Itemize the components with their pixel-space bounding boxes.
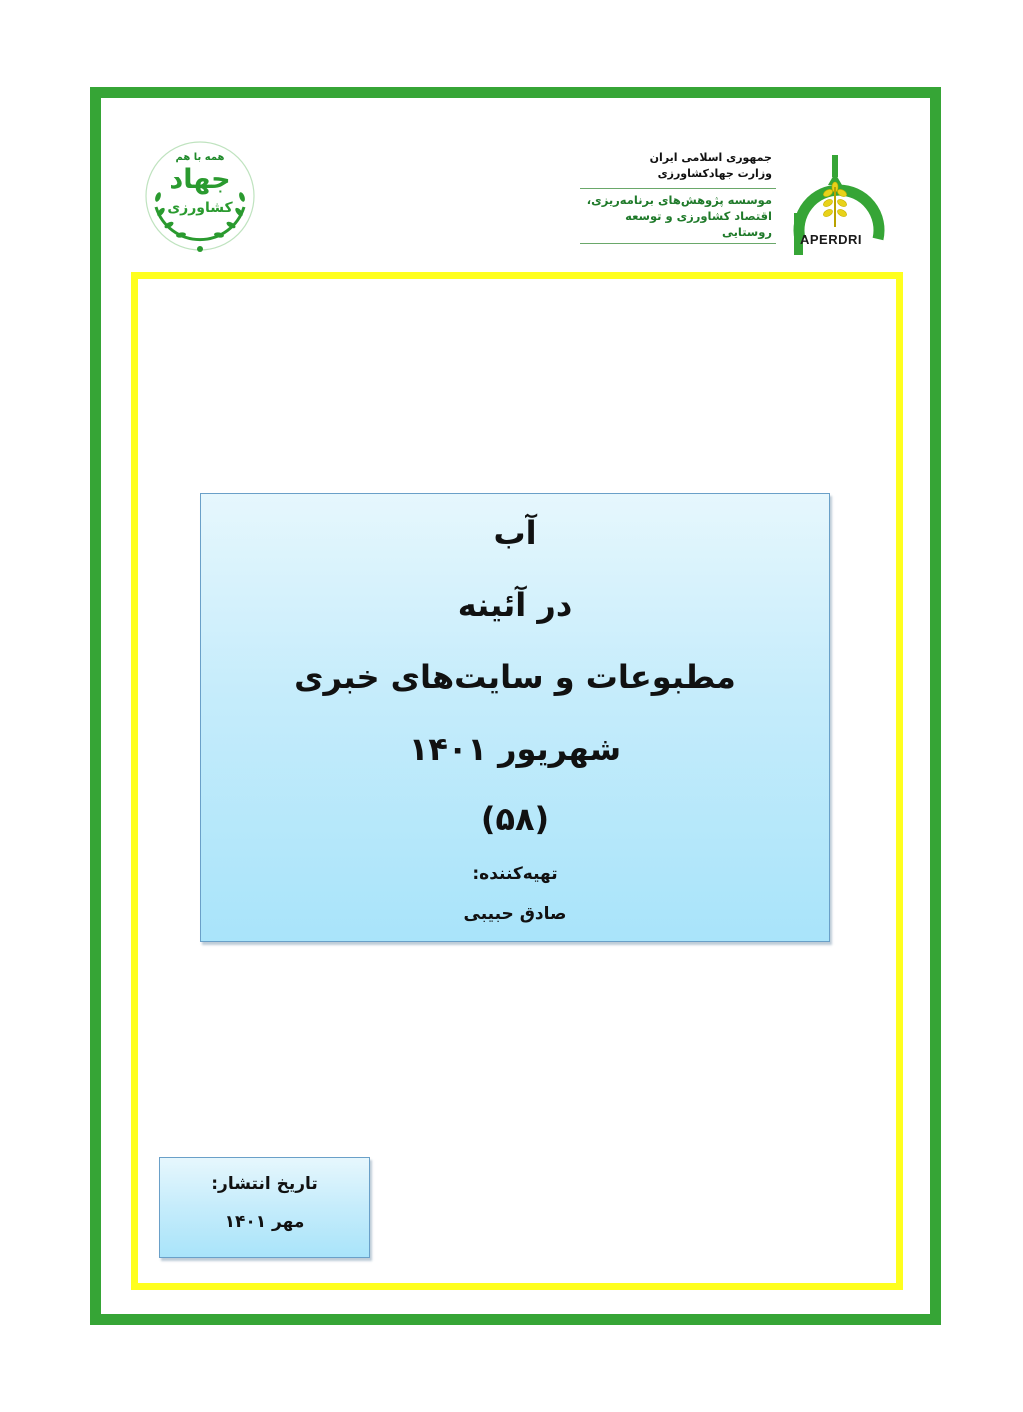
jahad-wordmark: جهاد	[169, 164, 231, 195]
institute-name-line1: موسسه پژوهش‌های برنامه‌ریزی،	[586, 193, 772, 207]
title-box	[200, 493, 830, 942]
gov-name: جمهوری اسلامی ایران	[649, 151, 772, 164]
header-divider	[580, 188, 776, 189]
publication-date-box	[159, 1157, 370, 1258]
title-line-1: آب	[493, 514, 537, 552]
publication-date-label: تاریخ انتشار:	[211, 1174, 318, 1194]
issue-number: (۵۸)	[480, 800, 550, 838]
keshavarzi-wordmark: کشاورزی	[167, 200, 233, 216]
preparer-name: صادق حبیبی	[463, 904, 567, 924]
aperdri-label: APERDRI	[800, 232, 863, 247]
preparer-label: تهیه‌کننده:	[472, 864, 558, 884]
title-line-3: مطبوعات و سایت‌های خبری	[294, 658, 736, 696]
institute-name-line2: اقتصاد کشاورزی و توسعه روستایی	[625, 209, 772, 239]
publication-date-value: مهر ۱۴۰۱	[224, 1212, 305, 1232]
ministry-name: وزارت جهادکشاورزی	[657, 167, 772, 180]
title-line-4: شهریور ۱۴۰۱	[408, 730, 622, 768]
title-line-2: در آئینه	[457, 586, 573, 624]
ministry-header	[580, 150, 776, 244]
jahad-slogan: همه با هم	[175, 152, 225, 163]
header-divider-bottom	[580, 243, 776, 244]
